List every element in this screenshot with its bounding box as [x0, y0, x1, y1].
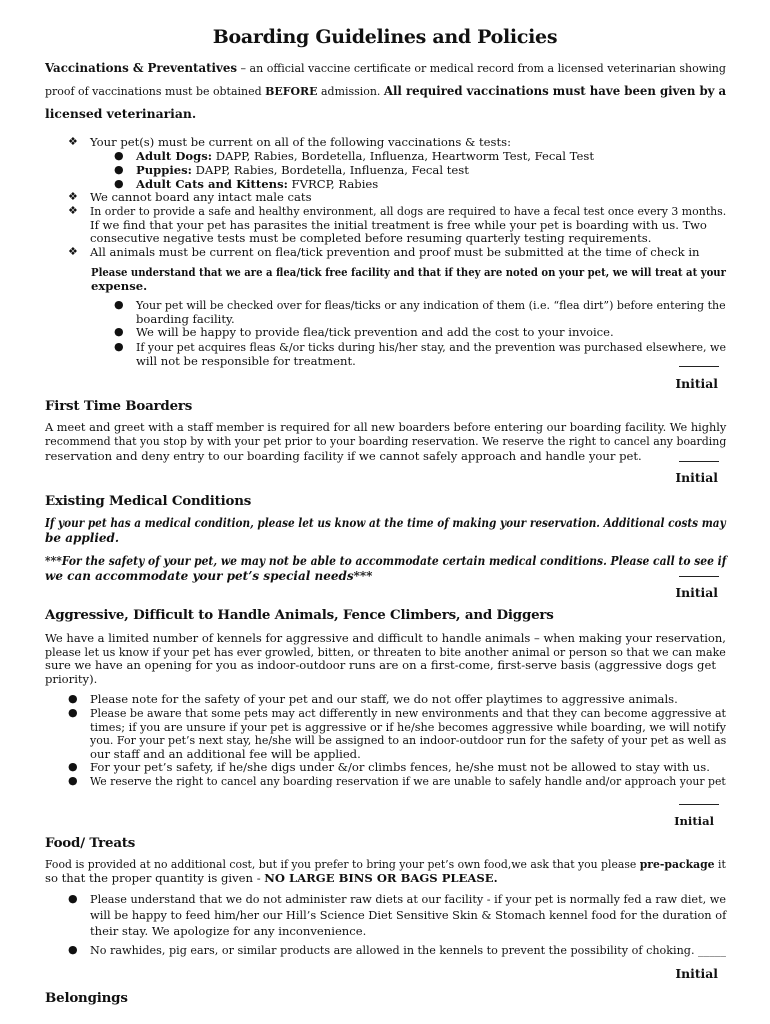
medical-heading: Existing Medical Conditions [45, 493, 252, 509]
bullet-icon: ● [114, 177, 124, 190]
bullet-icon: ● [68, 692, 78, 705]
initial-label: Initial [674, 814, 714, 828]
diamond-bullet-icon: ❖ [68, 135, 78, 148]
bullet-icon: ● [68, 943, 78, 956]
initial-label: Initial [675, 585, 718, 600]
medical-line4: we can accommodate your pet’s special needs*** [45, 569, 373, 583]
food-bullet-1-line3: their stay. We apologize for any inconvenience. [90, 924, 367, 938]
bullet-icon: ● [114, 163, 124, 176]
flea-policy-line1: Please understand that we are a flea/tick free facility and that if they are noted on your pet, we will treat at your [91, 265, 726, 279]
initial-line[interactable] [679, 804, 719, 805]
initial-label: Initial [675, 376, 718, 391]
flea-bullet-3-line1: If your pet acquires fleas &/or ticks during his/her stay, and the prevention was purchased elsewhere, we [136, 340, 726, 354]
flea-policy-line2: expense. [91, 279, 148, 293]
aggressive-para-line1: We have a limited number of kennels for aggressive and difficult to handle animals – when making your reservation, [45, 631, 726, 645]
aggressive-bullet-1: Please note for the safety of your pet and our staff, we do not offer playtimes to aggressive animals. [90, 692, 678, 706]
initial-line[interactable] [679, 576, 719, 577]
aggressive-bullet-2-line2: times; if you are unsure if your pet is aggressive or if he/she becomes aggressive while boarding, we will notify [90, 720, 726, 734]
aggressive-heading: Aggressive, Difficult to Handle Animals, Fence Climbers, and Diggers [45, 607, 554, 623]
first-time-line3: reservation and deny entry to our boarding facility if we cannot safely approach and handle your pet. [45, 449, 642, 463]
vaccination-sub-adult-dogs: Adult Dogs: DAPP, Rabies, Bordetella, Influenza, Heartworm Test, Fecal Test [136, 149, 594, 163]
first-time-heading: First Time Boarders [45, 398, 193, 414]
bullet-icon: ● [114, 298, 124, 311]
food-bullet-1-line2: will be happy to feed him/her our Hill’s Science Diet Sensitive Skin & Stomach kennel food for the duration of [90, 908, 727, 922]
initial-line[interactable] [679, 461, 719, 462]
bullet-icon: ● [114, 149, 124, 162]
vaccination-sub-puppies: Puppies: DAPP, Rabies, Bordetella, Influenza, Fecal test [136, 163, 469, 177]
diamond-bullet-icon: ❖ [68, 204, 78, 217]
aggressive-bullet-2-line4: our staff and an additional fee will be applied. [90, 747, 361, 761]
vaccination-item-1: Your pet(s) must be current on all of the following vaccinations & tests: [90, 135, 512, 149]
flea-bullet-1-line1: Your pet will be checked over for fleas/ticks or any indication of them (i.e. “flea dirt”) before entering the [136, 298, 726, 312]
initial-label: Initial [675, 470, 718, 485]
food-heading: Food/ Treats [45, 835, 136, 851]
medical-line2: be applied. [45, 531, 120, 545]
vaccination-item-3-line3: consecutive negative tests must be completed before resuming quarterly testing requirements. [90, 231, 652, 245]
vaccination-item-3-line2: If we find that your pet has parasites the initial treatment is free while your pet is boarding with us. Two [90, 218, 707, 232]
aggressive-para-line2: please let us know if your pet has ever growled, bitten, or threaten to bite another animal or person so that we can make [45, 645, 726, 659]
aggressive-bullet-4: We reserve the right to cancel any boarding reservation if we are unable to safely handle and/or approach your pet [90, 774, 726, 788]
flea-bullet-3-line2: will not be responsible for treatment. [136, 354, 356, 368]
page-title: Boarding Guidelines and Policies [212, 26, 558, 48]
bullet-icon: ● [68, 760, 78, 773]
bullet-icon: ● [114, 340, 124, 353]
vaccination-sub-cats: Adult Cats and Kittens: FVRCP, Rabies [136, 177, 379, 191]
food-line2: so that the proper quantity is given - NO LARGE BINS OR BAGS PLEASE. [45, 871, 498, 885]
aggressive-para-line4: priority). [45, 672, 98, 686]
flea-bullet-1-line2: boarding facility. [136, 312, 235, 326]
aggressive-bullet-2-line1: Please be aware that some pets may act differently in new environments and that they can become aggressive at [90, 706, 727, 720]
medical-line1: If your pet has a medical condition, please let us know at the time of making your reservation. Additional costs may [45, 516, 726, 530]
bullet-icon: ● [68, 706, 78, 719]
first-time-line2: recommend that you stop by with your pet prior to your boarding reservation. We reserve the right to cancel any boarding [45, 434, 727, 448]
first-time-line1: A meet and greet with a staff member is required for all new boarders before entering our boarding facility. We highly [45, 420, 727, 434]
initial-label: Initial [675, 966, 718, 981]
vaccinations-heading: Vaccinations & Preventatives [45, 60, 238, 75]
vaccinations-lead-line1: Vaccinations & Preventatives – an official vaccine certificate or medical record from a licensed veterinarian showing [45, 60, 726, 75]
food-line1: Food is provided at no additional cost, but if you prefer to bring your pet’s own food,we ask that you please pre-package it [45, 857, 726, 871]
vaccination-item-2: We cannot board any intact male cats [90, 190, 312, 204]
initial-line[interactable] [679, 366, 719, 367]
diamond-bullet-icon: ❖ [68, 245, 78, 258]
bullet-icon: ● [68, 892, 78, 905]
food-bullet-2: No rawhides, pig ears, or similar products are allowed in the kennels to prevent the possibility of choking. _____ [90, 943, 726, 957]
belongings-heading: Belongings [45, 990, 128, 1006]
bullet-icon: ● [114, 325, 124, 338]
bullet-icon: ● [68, 774, 78, 787]
vaccinations-lead-line3: licensed veterinarian. [45, 106, 197, 121]
diamond-bullet-icon: ❖ [68, 190, 78, 203]
aggressive-bullet-2-line3: you. For your pet’s next stay, he/she will be assigned to an indoor-outdoor run for the safety of your pet as well as [90, 733, 727, 747]
aggressive-para-line3: sure we have an opening for you as indoor-outdoor runs are on a first-come, first-serve basis (aggressive dogs get [45, 658, 716, 672]
vaccination-item-3-line1: In order to provide a safe and healthy environment, all dogs are required to have a fecal test once every 3 months. [90, 204, 727, 218]
food-bullet-1-line1: Please understand that we do not administer raw diets at our facility - if your pet is normally fed a raw diet, we [90, 892, 727, 906]
flea-bullet-2: We will be happy to provide flea/tick prevention and add the cost to your invoice. [136, 325, 614, 339]
aggressive-bullet-3: For your pet’s safety, if he/she digs under &/or climbs fences, he/she must not be allowed to stay with us. [90, 760, 710, 774]
medical-line3: ***For the safety of your pet, we may not be able to accommodate certain medical conditions. Please call to see if [45, 554, 727, 568]
vaccinations-lead-line2: proof of vaccinations must be obtained BEFORE admission. All required vaccinations must have been given by a [45, 83, 727, 98]
vaccination-item-4: All animals must be current on flea/tick prevention and proof must be submitted at the time of check in [90, 245, 700, 259]
